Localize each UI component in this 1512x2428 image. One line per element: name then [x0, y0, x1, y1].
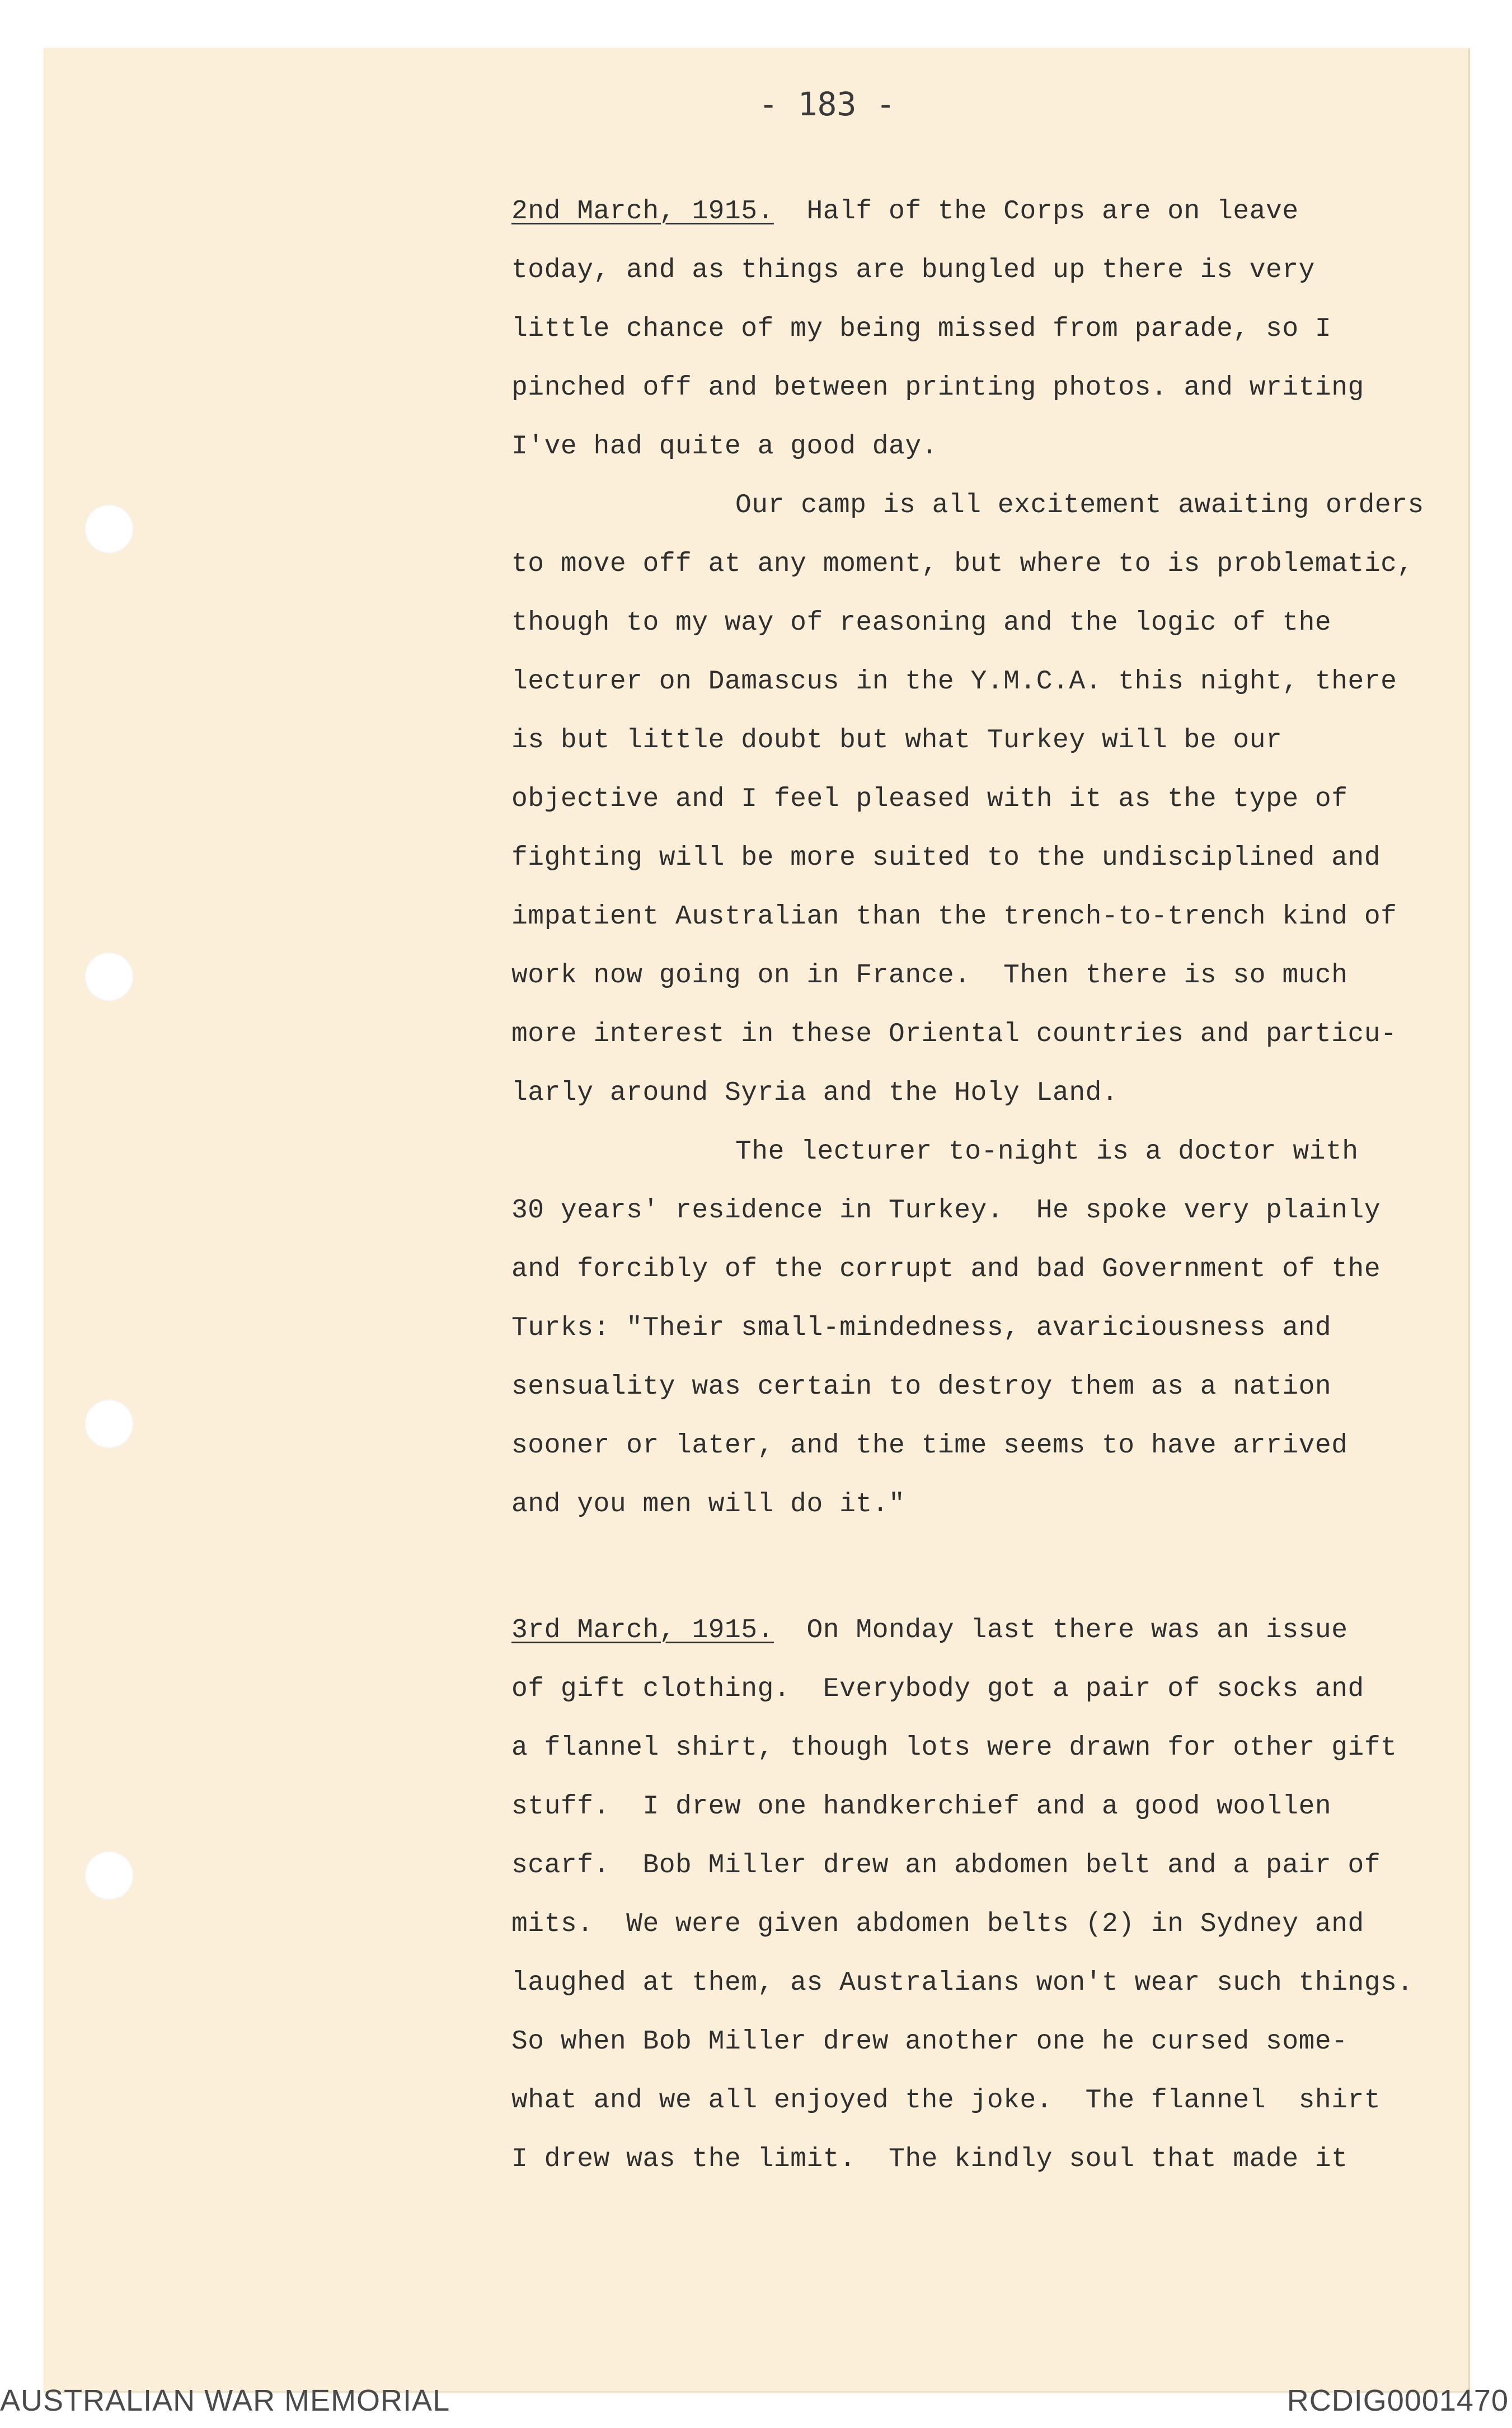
- text-line: today, and as things are bungled up there is very: [511, 255, 1315, 285]
- footer-identifier: RCDIG0001470: [1286, 2384, 1509, 2417]
- entry-date: 2nd March, 1915.: [511, 196, 774, 227]
- text-line: So when Bob Miller drew another one he cursed some-: [511, 2027, 1348, 2057]
- text-line: stuff. I drew one handkerchief and a good woollen: [511, 1792, 1332, 1822]
- text-line: The lecturer to-night is a doctor with: [735, 1137, 1359, 1167]
- diary-page: [44, 48, 1470, 2393]
- entry-date: 3rd March, 1915.: [511, 1615, 774, 1646]
- text-line: sooner or later, and the time seems to have arrived: [511, 1431, 1348, 1461]
- text-line: objective and I feel pleased with it as the type of: [511, 784, 1348, 814]
- text-line: I've had quite a good day.: [511, 432, 938, 462]
- page-number: - 183 -: [758, 85, 896, 123]
- text-line: lecturer on Damascus in the Y.M.C.A. this night, there: [511, 667, 1397, 697]
- text-line: though to my way of reasoning and the logic of the: [511, 608, 1332, 638]
- punch-hole-4: [84, 1851, 134, 1900]
- text-line-content: On Monday last there was an issue: [806, 1615, 1348, 1646]
- punch-hole-3: [84, 1399, 134, 1449]
- text-line: [511, 182, 1463, 241]
- text-line-content: Half of the Corps are on leave: [806, 196, 1299, 227]
- text-line: [511, 1601, 1463, 1660]
- footer-credit: AUSTRALIAN WAR MEMORIAL: [0, 2384, 450, 2417]
- text-line: sensuality was certain to destroy them as a nation: [511, 1372, 1332, 1402]
- text-line: to move off at any moment, but where to is problematic,: [511, 549, 1414, 579]
- text-line: 30 years' residence in Turkey. He spoke very plainly: [511, 1196, 1381, 1226]
- text-line: and forcibly of the corrupt and bad Government of the: [511, 1254, 1381, 1285]
- text-line: what and we all enjoyed the joke. The flannel shirt: [511, 2085, 1381, 2116]
- text-line: laughed at them, as Australians won't wear such things.: [511, 1968, 1414, 1998]
- text-line: scarf. Bob Miller drew an abdomen belt and a pair of: [511, 1850, 1381, 1881]
- text-line: pinched off and between printing photos. and writing: [511, 373, 1364, 403]
- text-line: Turks: "Their small-mindedness, avariciousness and: [511, 1313, 1332, 1343]
- text-line: a flannel shirt, though lots were drawn for other gift: [511, 1733, 1397, 1763]
- diary-entry: [511, 1601, 1463, 2189]
- text-line: is but little doubt but what Turkey will be our: [511, 725, 1283, 756]
- text-line: and you men will do it.": [511, 1489, 905, 1520]
- text-line: more interest in these Oriental countries and particu-: [511, 1019, 1397, 1049]
- diary-entry: [511, 182, 1463, 1534]
- text-line: mits. We were given abdomen belts (2) in Sydney and: [511, 1909, 1364, 1939]
- text-line: Our camp is all excitement awaiting orders: [735, 490, 1424, 521]
- text-line: little chance of my being missed from parade, so I: [511, 314, 1332, 344]
- text-line: fighting will be more suited to the undisciplined and: [511, 843, 1381, 873]
- punch-hole-1: [84, 504, 134, 554]
- text-line: work now going on in France. Then there is so much: [511, 960, 1348, 991]
- text-line: of gift clothing. Everybody got a pair of socks and: [511, 1674, 1364, 1704]
- text-line: larly around Syria and the Holy Land.: [511, 1078, 1119, 1108]
- text-line: I drew was the limit. The kindly soul that made it: [511, 2144, 1348, 2174]
- text-line: impatient Australian than the trench-to-trench kind of: [511, 902, 1397, 932]
- punch-hole-2: [84, 952, 134, 1001]
